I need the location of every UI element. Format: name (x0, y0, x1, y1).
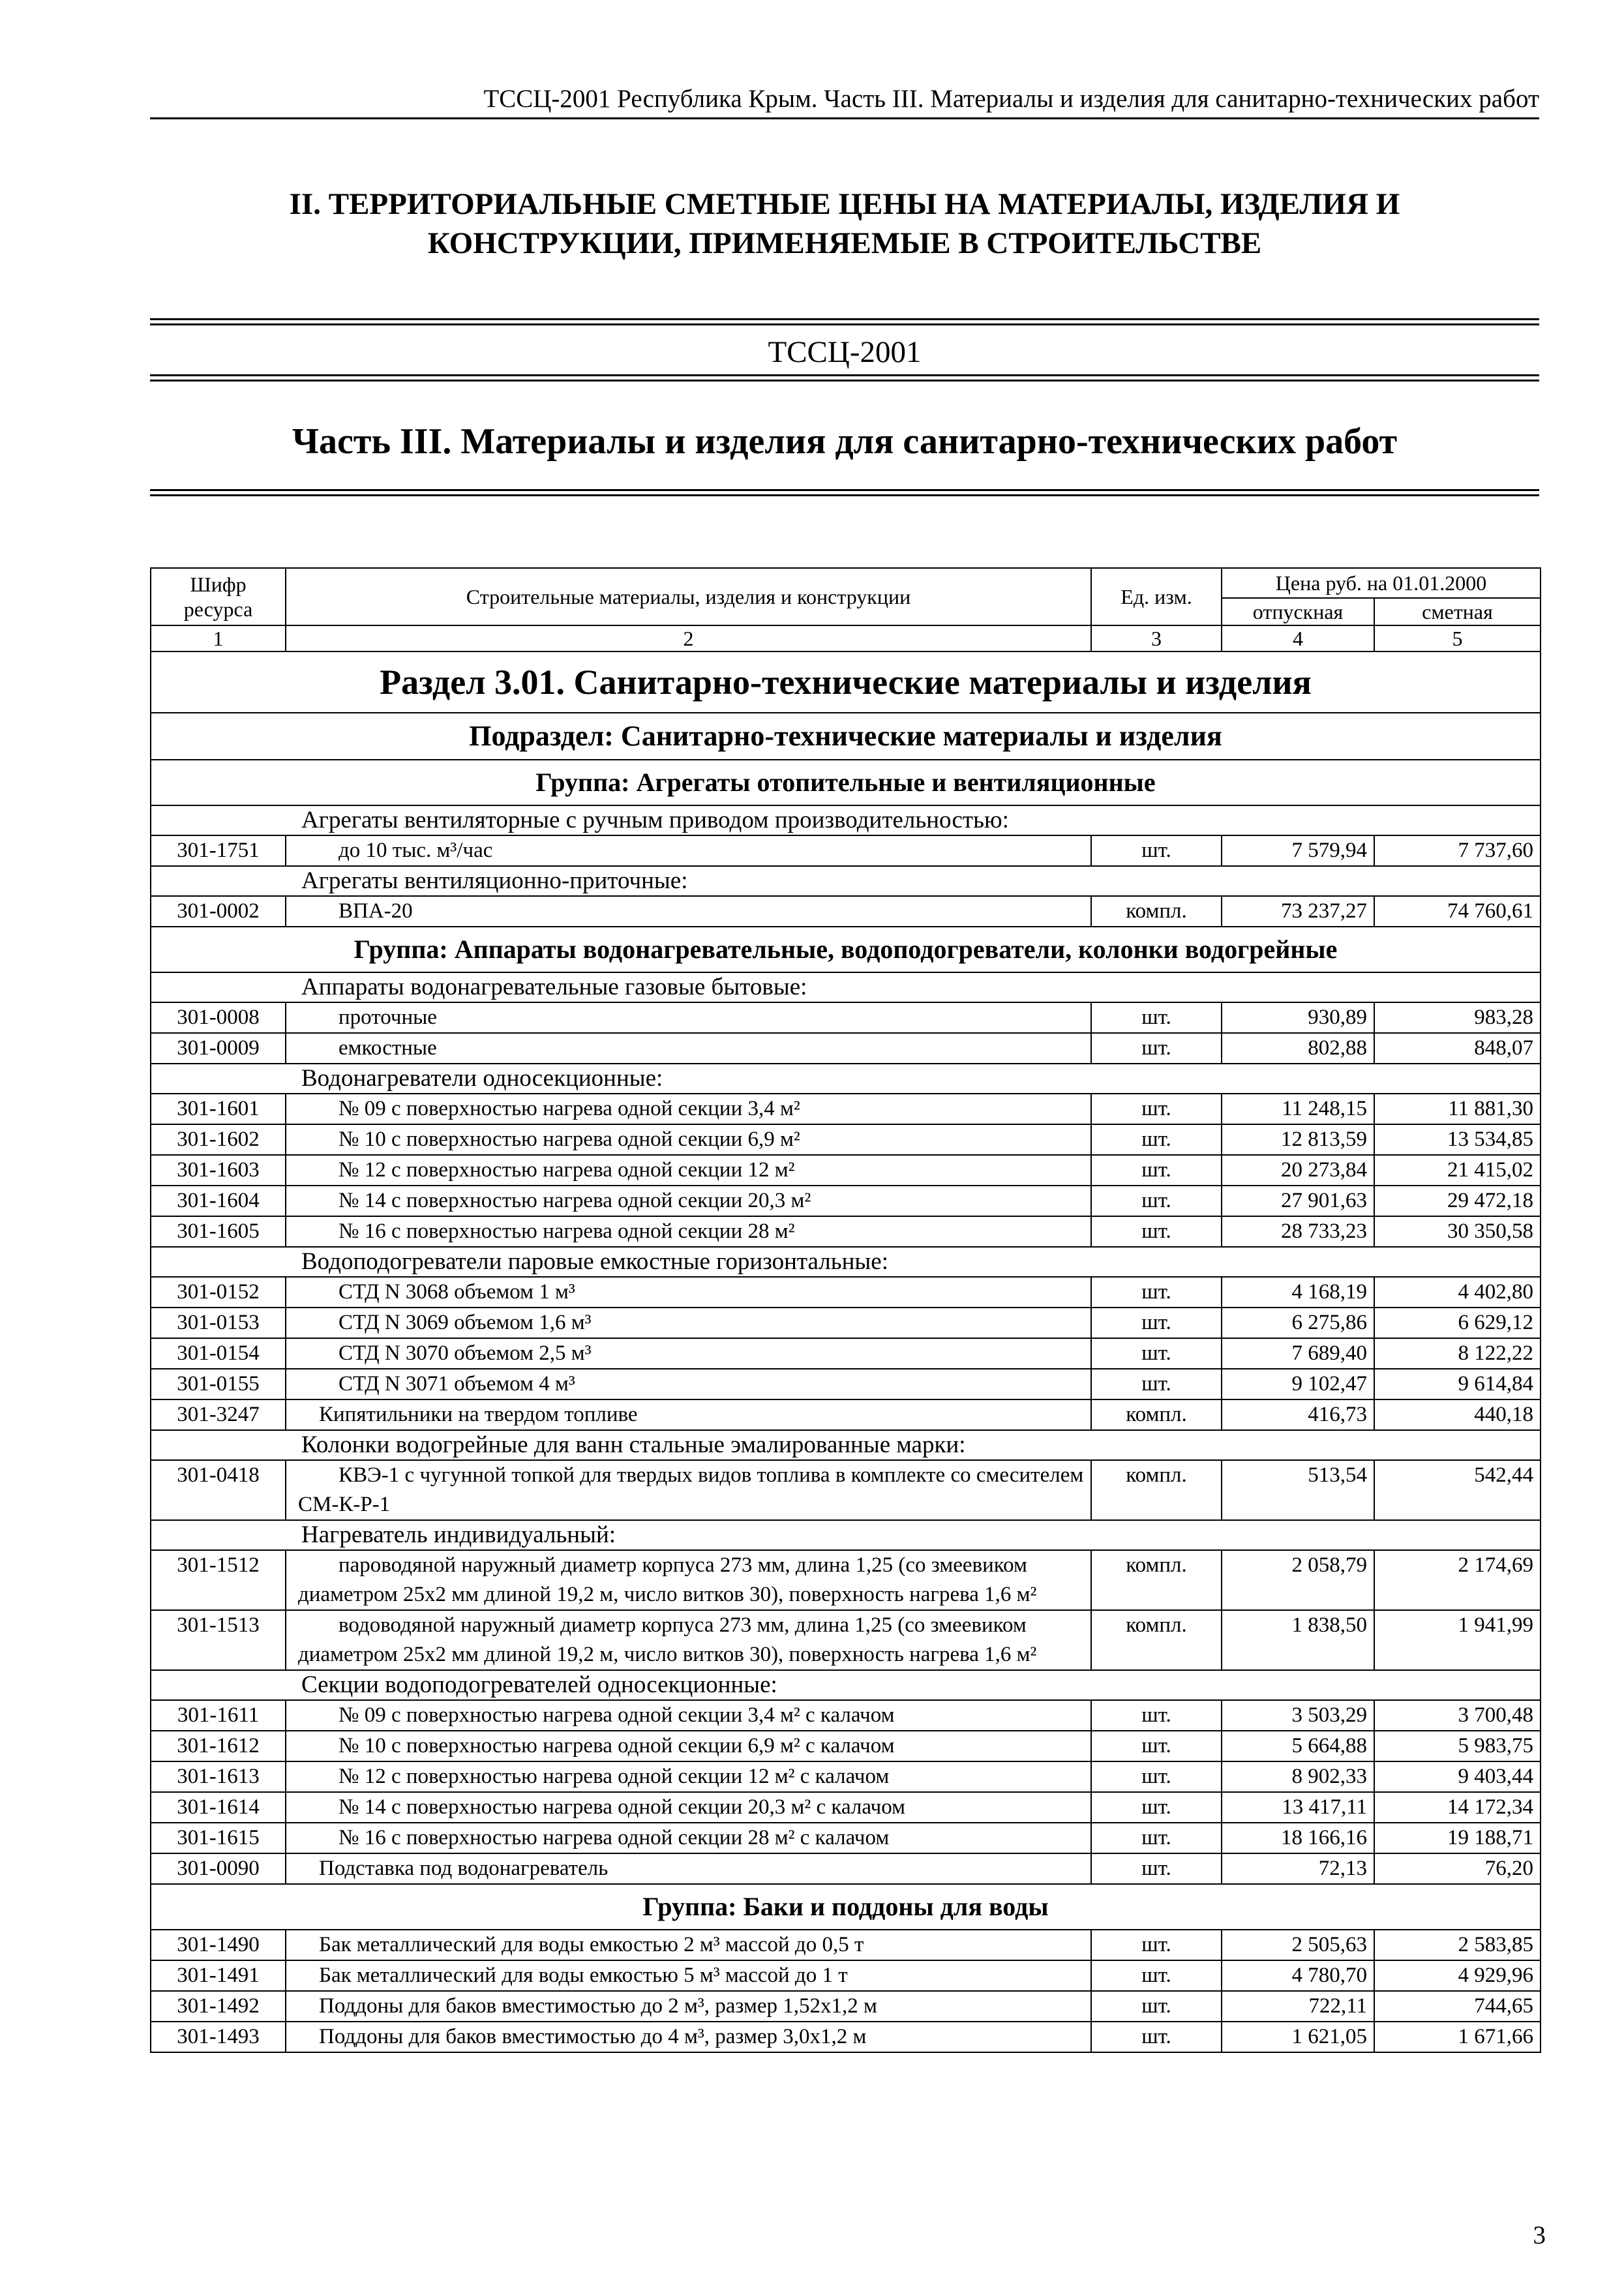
table-row (151, 1960, 1541, 1991)
item-name: емкостные (286, 1033, 1091, 1064)
estimate-price: 8 122,22 (1374, 1338, 1541, 1369)
unit: шт. (1091, 1124, 1222, 1155)
main-title-line1: II. ТЕРРИТОРИАЛЬНЫЕ СМЕТНЫЕ ЦЕНЫ НА МАТЕРИАЛЫ, ИЗДЕЛИЯ И (289, 187, 1400, 221)
subgroup-title-row (151, 1064, 1541, 1094)
unit: компл. (1091, 1399, 1222, 1430)
item-name: № 09 с поверхностью нагрева одной секции 3,4 м² (286, 1094, 1091, 1124)
main-title (150, 185, 1539, 263)
item-name: № 16 с поверхностью нагрева одной секции 28 м² (286, 1216, 1091, 1247)
resource-code: 301-0152 (151, 1277, 286, 1308)
table-row (151, 896, 1541, 927)
unit: шт. (1091, 1823, 1222, 1853)
item-name: проточные (286, 1002, 1091, 1033)
release-price: 12 813,59 (1222, 1124, 1374, 1155)
table-row (151, 1991, 1541, 2022)
double-rule-bottom (150, 489, 1539, 491)
resource-code: 301-1614 (151, 1792, 286, 1823)
estimate-price: 76,20 (1374, 1853, 1541, 1884)
header-rule (150, 117, 1539, 119)
resource-code: 301-1491 (151, 1960, 286, 1991)
table-row (151, 1761, 1541, 1792)
item-name: Бак металлический для воды емкостью 2 м³ массой до 0,5 т (286, 1930, 1091, 1960)
release-price: 7 579,94 (1222, 835, 1374, 866)
resource-code: 301-0155 (151, 1369, 286, 1399)
subgroup-title-row (151, 1430, 1541, 1460)
estimate-price: 3 700,48 (1374, 1700, 1541, 1731)
subsection-title: Подраздел: Санитарно-технические материалы и изделия (151, 713, 1541, 760)
estimate-price: 744,65 (1374, 1991, 1541, 2022)
subgroup-title: Агрегаты вентиляторные с ручным приводом производительностью: (151, 805, 1541, 835)
item-name: № 10 с поверхностью нагрева одной секции 6,9 м² (286, 1124, 1091, 1155)
unit: шт. (1091, 1369, 1222, 1399)
release-price: 4 780,70 (1222, 1960, 1374, 1991)
resource-code: 301-0418 (151, 1460, 286, 1520)
estimate-price: 9 403,44 (1374, 1761, 1541, 1792)
resource-code: 301-1751 (151, 835, 286, 866)
group-title-row (151, 927, 1541, 972)
resource-code: 301-1615 (151, 1823, 286, 1853)
resource-code: 301-3247 (151, 1399, 286, 1430)
release-price: 27 901,63 (1222, 1186, 1374, 1216)
table-row (151, 835, 1541, 866)
estimate-price: 2 174,69 (1374, 1550, 1541, 1610)
release-price: 13 417,11 (1222, 1792, 1374, 1823)
group-title-row (151, 760, 1541, 805)
estimate-price: 19 188,71 (1374, 1823, 1541, 1853)
subgroup-title: Водонагреватели односекционные: (151, 1064, 1541, 1094)
estimate-price: 7 737,60 (1374, 835, 1541, 866)
unit: компл. (1091, 1610, 1222, 1670)
estimate-price: 4 929,96 (1374, 1960, 1541, 1991)
item-name: Поддоны для баков вместимостью до 4 м³, размер 3,0х1,2 м (286, 2022, 1091, 2052)
section-title: Раздел 3.01. Санитарно-технические материалы и изделия (151, 651, 1541, 713)
subgroup-title: Агрегаты вентиляционно-приточные: (151, 866, 1541, 896)
release-price: 4 168,19 (1222, 1277, 1374, 1308)
estimate-price: 74 760,61 (1374, 896, 1541, 927)
item-name: № 09 с поверхностью нагрева одной секции 3,4 м² с калачом (286, 1700, 1091, 1731)
main-title-line2: КОНСТРУКЦИИ, ПРИМЕНЯЕМЫЕ В СТРОИТЕЛЬСТВЕ (427, 226, 1262, 260)
resource-code: 301-1493 (151, 2022, 286, 2052)
resource-code: 301-1611 (151, 1700, 286, 1731)
estimate-price: 848,07 (1374, 1033, 1541, 1064)
resource-code: 301-0009 (151, 1033, 286, 1064)
table-row (151, 1823, 1541, 1853)
item-name: КВЭ-1 с чугунной топкой для твердых видов топлива в комплекте со смесителем СМ-К-Р-1 (286, 1460, 1091, 1520)
estimate-price: 30 350,58 (1374, 1216, 1541, 1247)
section-title-row (151, 651, 1541, 713)
item-name: № 12 с поверхностью нагрева одной секции 12 м² с калачом (286, 1761, 1091, 1792)
subsection-title-row (151, 713, 1541, 760)
double-rule-top (150, 318, 1539, 320)
resource-code: 301-1605 (151, 1216, 286, 1247)
subgroup-title-row (151, 866, 1541, 896)
estimate-price: 1 671,66 (1374, 2022, 1541, 2052)
table-row (151, 1610, 1541, 1670)
unit: шт. (1091, 2022, 1222, 2052)
header-num-2: 2 (286, 625, 1091, 651)
table-row (151, 1124, 1541, 1155)
unit: шт. (1091, 1277, 1222, 1308)
resource-code: 301-0090 (151, 1853, 286, 1884)
price-table (150, 567, 1541, 2053)
estimate-price: 9 614,84 (1374, 1369, 1541, 1399)
item-name: № 14 с поверхностью нагрева одной секции 20,3 м² (286, 1186, 1091, 1216)
page-number: 3 (1533, 2221, 1546, 2249)
estimate-price: 21 415,02 (1374, 1155, 1541, 1186)
running-header: ТССЦ-2001 Республика Крым. Часть III. Материалы и изделия для санитарно-технических работ (483, 85, 1539, 113)
unit: компл. (1091, 1550, 1222, 1610)
table-row (151, 1460, 1541, 1520)
release-price: 930,89 (1222, 1002, 1374, 1033)
estimate-price: 983,28 (1374, 1002, 1541, 1033)
resource-code: 301-1490 (151, 1930, 286, 1960)
subgroup-title-row (151, 1520, 1541, 1550)
resource-code: 301-1612 (151, 1731, 286, 1761)
code-title: ТССЦ-2001 (768, 335, 922, 369)
subgroup-title-row (151, 972, 1541, 1002)
item-name: Кипятильники на твердом топливе (286, 1399, 1091, 1430)
unit: шт. (1091, 835, 1222, 866)
release-price: 18 166,16 (1222, 1823, 1374, 1853)
resource-code: 301-0002 (151, 896, 286, 927)
estimate-price: 1 941,99 (1374, 1610, 1541, 1670)
item-name: № 14 с поверхностью нагрева одной секции 20,3 м² с калачом (286, 1792, 1091, 1823)
header-num-3: 3 (1091, 625, 1222, 651)
unit: шт. (1091, 1002, 1222, 1033)
table-row (151, 1277, 1541, 1308)
unit: шт. (1091, 1853, 1222, 1884)
table-row (151, 1550, 1541, 1610)
release-price: 20 273,84 (1222, 1155, 1374, 1186)
item-name: Поддоны для баков вместимостью до 2 м³, размер 1,52х1,2 м (286, 1991, 1091, 2022)
release-price: 6 275,86 (1222, 1308, 1374, 1338)
table-row (151, 1700, 1541, 1731)
unit: шт. (1091, 1186, 1222, 1216)
release-price: 1 838,50 (1222, 1610, 1374, 1670)
estimate-price: 13 534,85 (1374, 1124, 1541, 1155)
subgroup-title: Секции водоподогревателей односекционные: (151, 1670, 1541, 1700)
item-name: СТД N 3071 объемом 4 м³ (286, 1369, 1091, 1399)
unit: шт. (1091, 1308, 1222, 1338)
item-name: № 12 с поверхностью нагрева одной секции 12 м² (286, 1155, 1091, 1186)
header-release-price: отпускная (1222, 598, 1374, 625)
group-title: Группа: Агрегаты отопительные и вентиляционные (151, 760, 1541, 805)
table-row (151, 1308, 1541, 1338)
item-name: до 10 тыс. м³/час (286, 835, 1091, 866)
release-price: 802,88 (1222, 1033, 1374, 1064)
release-price: 3 503,29 (1222, 1700, 1374, 1731)
estimate-price: 14 172,34 (1374, 1792, 1541, 1823)
release-price: 73 237,27 (1222, 896, 1374, 927)
unit: компл. (1091, 1460, 1222, 1520)
release-price: 5 664,88 (1222, 1731, 1374, 1761)
item-name: № 10 с поверхностью нагрева одной секции 6,9 м² с калачом (286, 1731, 1091, 1761)
release-price: 7 689,40 (1222, 1338, 1374, 1369)
unit: шт. (1091, 1700, 1222, 1731)
release-price: 11 248,15 (1222, 1094, 1374, 1124)
resource-code: 301-0153 (151, 1308, 286, 1338)
estimate-price: 29 472,18 (1374, 1186, 1541, 1216)
item-name: СТД N 3069 объемом 1,6 м³ (286, 1308, 1091, 1338)
table-row (151, 1338, 1541, 1369)
subgroup-title-row (151, 1247, 1541, 1277)
subgroup-title-row (151, 1670, 1541, 1700)
unit: шт. (1091, 1094, 1222, 1124)
table-row (151, 1792, 1541, 1823)
subgroup-title-row (151, 805, 1541, 835)
table-row (151, 1216, 1541, 1247)
release-price: 416,73 (1222, 1399, 1374, 1430)
resource-code: 301-0154 (151, 1338, 286, 1369)
release-price: 2 505,63 (1222, 1930, 1374, 1960)
estimate-price: 440,18 (1374, 1399, 1541, 1430)
table-row (151, 1186, 1541, 1216)
unit: шт. (1091, 1338, 1222, 1369)
header-price-group: Цена руб. на 01.01.2000 (1222, 568, 1541, 598)
item-name: пароводяной наружный диаметр корпуса 273 мм, длина 1,25 (со змеевиком диаметром 25х2 мм длиной 19,2 м, число витков 30), поверхность нагрева 1,6 м² (286, 1550, 1091, 1610)
item-name: ВПА-20 (286, 896, 1091, 927)
resource-code: 301-1613 (151, 1761, 286, 1792)
resource-code: 301-1513 (151, 1610, 286, 1670)
subgroup-title: Нагреватель индивидуальный: (151, 1520, 1541, 1550)
resource-code: 301-1512 (151, 1550, 286, 1610)
part-title: Часть III. Материалы и изделия для санитарно-технических работ (292, 421, 1398, 462)
release-price: 722,11 (1222, 1991, 1374, 2022)
release-price: 9 102,47 (1222, 1369, 1374, 1399)
header-name: Строительные материалы, изделия и конструкции (286, 568, 1091, 625)
estimate-price: 5 983,75 (1374, 1731, 1541, 1761)
item-name: Подставка под водонагреватель (286, 1853, 1091, 1884)
resource-code: 301-1492 (151, 1991, 286, 2022)
header-num-5: 5 (1374, 625, 1541, 651)
release-price: 1 621,05 (1222, 2022, 1374, 2052)
header-unit: Ед. изм. (1091, 568, 1222, 625)
unit: шт. (1091, 1155, 1222, 1186)
table-row (151, 1002, 1541, 1033)
release-price: 2 058,79 (1222, 1550, 1374, 1610)
table-row (151, 1731, 1541, 1761)
estimate-price: 542,44 (1374, 1460, 1541, 1520)
release-price: 513,54 (1222, 1460, 1374, 1520)
estimate-price: 4 402,80 (1374, 1277, 1541, 1308)
resource-code: 301-0008 (151, 1002, 286, 1033)
resource-code: 301-1603 (151, 1155, 286, 1186)
header-estimate-price: сметная (1374, 598, 1541, 625)
subgroup-title: Колонки водогрейные для ванн стальные эмалированные марки: (151, 1430, 1541, 1460)
resource-code: 301-1602 (151, 1124, 286, 1155)
estimate-price: 6 629,12 (1374, 1308, 1541, 1338)
header-num-1: 1 (151, 625, 286, 651)
group-title-row (151, 1884, 1541, 1930)
unit: шт. (1091, 1960, 1222, 1991)
unit: шт. (1091, 1216, 1222, 1247)
unit: шт. (1091, 1991, 1222, 2022)
release-price: 28 733,23 (1222, 1216, 1374, 1247)
estimate-price: 2 583,85 (1374, 1930, 1541, 1960)
header-code: Шифр ресурса (151, 568, 286, 625)
item-name: № 16 с поверхностью нагрева одной секции 28 м² с калачом (286, 1823, 1091, 1853)
item-name: водоводяной наружный диаметр корпуса 273 мм, длина 1,25 (со змеевиком диаметром 25х2 мм длиной 19,2 м, число витков 30), поверхность нагрева 1,6 м² (286, 1610, 1091, 1670)
unit: шт. (1091, 1761, 1222, 1792)
estimate-price: 11 881,30 (1374, 1094, 1541, 1124)
unit: компл. (1091, 896, 1222, 927)
double-rule-middle (150, 374, 1539, 376)
resource-code: 301-1601 (151, 1094, 286, 1124)
release-price: 72,13 (1222, 1853, 1374, 1884)
table-row (151, 1930, 1541, 1960)
resource-code: 301-1604 (151, 1186, 286, 1216)
group-title: Группа: Баки и поддоны для воды (151, 1884, 1541, 1930)
item-name: СТД N 3070 объемом 2,5 м³ (286, 1338, 1091, 1369)
release-price: 8 902,33 (1222, 1761, 1374, 1792)
unit: шт. (1091, 1930, 1222, 1960)
table-row (151, 2022, 1541, 2052)
group-title: Группа: Аппараты водонагревательные, водоподогреватели, колонки водогрейные (151, 927, 1541, 972)
unit: шт. (1091, 1033, 1222, 1064)
table-row (151, 1094, 1541, 1124)
header-num-4: 4 (1222, 625, 1374, 651)
unit: шт. (1091, 1792, 1222, 1823)
table-row (151, 1155, 1541, 1186)
subgroup-title: Аппараты водонагревательные газовые бытовые: (151, 972, 1541, 1002)
table-row (151, 1399, 1541, 1430)
table-row (151, 1033, 1541, 1064)
table-row (151, 1369, 1541, 1399)
subgroup-title: Водоподогреватели паровые емкостные горизонтальные: (151, 1247, 1541, 1277)
item-name: СТД N 3068 объемом 1 м³ (286, 1277, 1091, 1308)
item-name: Бак металлический для воды емкостью 5 м³ массой до 1 т (286, 1960, 1091, 1991)
unit: шт. (1091, 1731, 1222, 1761)
table-row (151, 1853, 1541, 1884)
